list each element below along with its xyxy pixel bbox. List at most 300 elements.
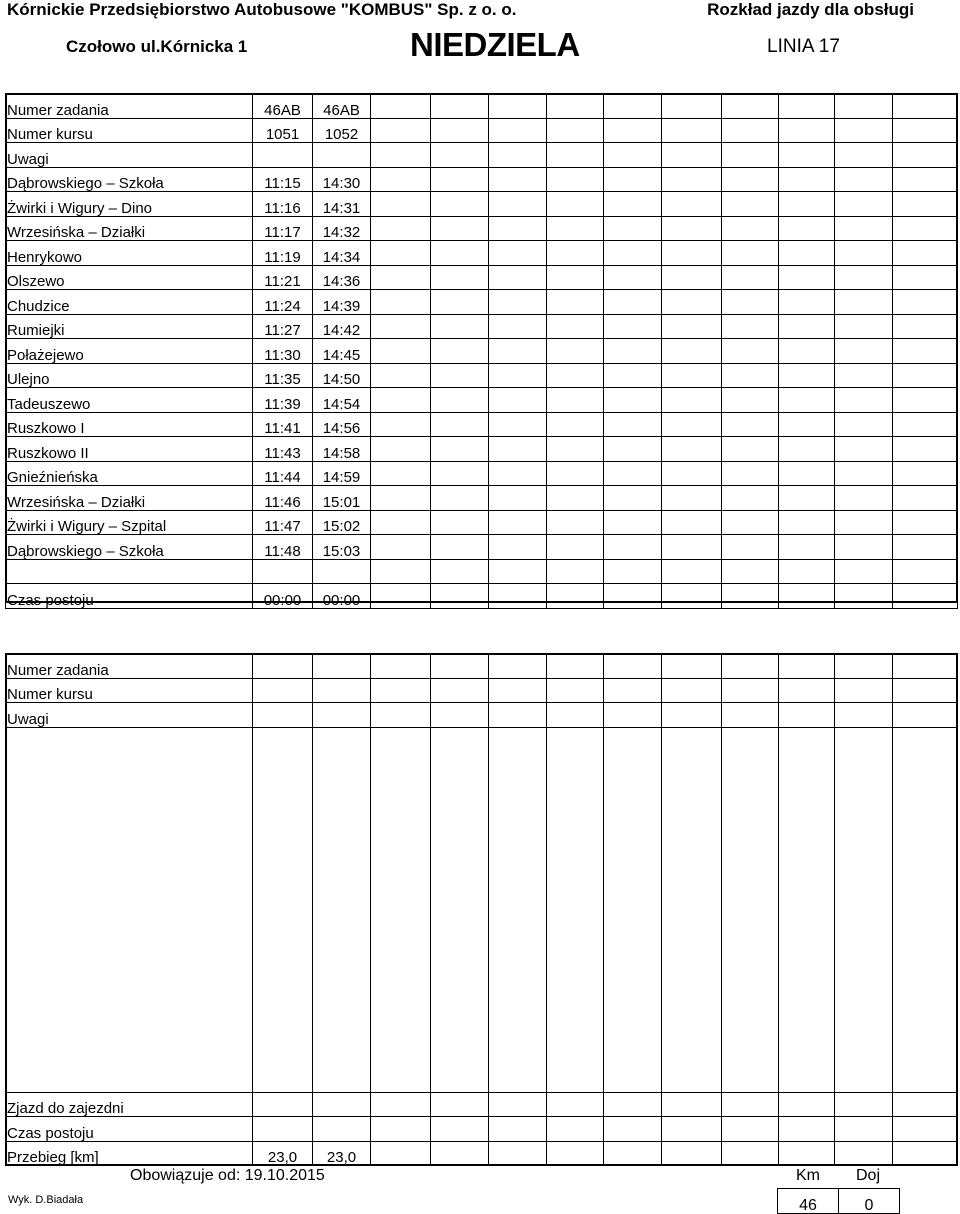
empty-cell [722, 535, 779, 560]
empty-cell [489, 584, 547, 609]
empty-cell [371, 94, 431, 119]
depot-row-label: Zjazd do zajezdni [6, 1092, 253, 1117]
line-number: LINIA 17 [767, 36, 840, 57]
stop-row [6, 216, 958, 241]
empty-cell [313, 143, 371, 168]
empty-cell [779, 167, 835, 192]
empty-cell [431, 339, 489, 364]
empty-cell [722, 314, 779, 339]
stop-time-row [6, 584, 958, 609]
blank-area-row-label [6, 727, 253, 1092]
empty-cell [604, 265, 662, 290]
empty-cell [547, 241, 604, 266]
stop-row-value: 14:59 [313, 461, 371, 486]
stop-row-value: 11:21 [253, 265, 313, 290]
empty-cell [835, 678, 893, 703]
stop-row [6, 412, 958, 437]
empty-cell [313, 559, 371, 584]
empty-cell [431, 388, 489, 413]
empty-cell [662, 314, 722, 339]
empty-cell [835, 1117, 893, 1142]
empty-cell [835, 192, 893, 217]
empty-cell [779, 678, 835, 703]
empty-cell [662, 1117, 722, 1142]
empty-cell [604, 143, 662, 168]
empty-cell [604, 412, 662, 437]
empty-cell [835, 486, 893, 511]
empty-cell [489, 437, 547, 462]
empty-cell [779, 654, 835, 679]
empty-cell [722, 678, 779, 703]
empty-cell [431, 678, 489, 703]
stop-row [6, 339, 958, 364]
empty-cell [893, 461, 958, 486]
empty-cell [722, 1092, 779, 1117]
day-title: NIEDZIELA [410, 26, 580, 63]
empty-cell [722, 265, 779, 290]
empty-cell [371, 678, 431, 703]
stop-row-value: 11:19 [253, 241, 313, 266]
empty-cell [371, 241, 431, 266]
empty-cell [547, 290, 604, 315]
course-row [6, 678, 958, 703]
empty-cell [835, 118, 893, 143]
empty-cell [779, 265, 835, 290]
empty-cell [371, 559, 431, 584]
notes-row-label: Uwagi [6, 143, 253, 168]
stop-row-label: Połażejewo [6, 339, 253, 364]
valid-from: Obowiązuje od: 19.10.2015 [130, 1167, 325, 1184]
stop-row [6, 363, 958, 388]
stop-time-row-value: 00:00 [313, 584, 371, 609]
empty-cell [835, 1092, 893, 1117]
empty-cell [431, 118, 489, 143]
empty-cell [431, 412, 489, 437]
stop-row [6, 437, 958, 462]
empty-cell [371, 118, 431, 143]
empty-cell [604, 216, 662, 241]
empty-cell [547, 94, 604, 119]
empty-cell [371, 412, 431, 437]
empty-cell [547, 339, 604, 364]
empty-cell [722, 118, 779, 143]
course-row [6, 118, 958, 143]
stop-row-value: 11:44 [253, 461, 313, 486]
empty-cell [489, 486, 547, 511]
empty-cell [835, 290, 893, 315]
empty-cell [547, 437, 604, 462]
empty-cell [893, 314, 958, 339]
empty-cell [604, 118, 662, 143]
empty-cell [547, 314, 604, 339]
stop-row-value: 14:58 [313, 437, 371, 462]
empty-cell [253, 143, 313, 168]
empty-cell [662, 654, 722, 679]
empty-cell [722, 486, 779, 511]
course-row-value: 1052 [313, 118, 371, 143]
empty-cell [547, 192, 604, 217]
stop-row-value: 14:34 [313, 241, 371, 266]
empty-cell [893, 192, 958, 217]
empty-cell [431, 1141, 489, 1166]
stop-row-label: Dąbrowskiego – Szkoła [6, 167, 253, 192]
empty-cell [313, 727, 371, 1092]
empty-cell [893, 388, 958, 413]
empty-cell [893, 339, 958, 364]
empty-cell [779, 510, 835, 535]
empty-cell [313, 1117, 371, 1142]
empty-cell [431, 192, 489, 217]
empty-cell [893, 1141, 958, 1166]
empty-cell [662, 535, 722, 560]
empty-cell [431, 290, 489, 315]
course-row-label: Numer kursu [6, 678, 253, 703]
stop-row-value: 11:43 [253, 437, 313, 462]
blank-area-row [6, 727, 958, 1092]
course-row-label: Numer kursu [6, 118, 253, 143]
empty-cell [431, 314, 489, 339]
stop-row [6, 510, 958, 535]
stop-row-value: 11:48 [253, 535, 313, 560]
empty-cell [722, 727, 779, 1092]
empty-cell [662, 727, 722, 1092]
empty-cell [489, 216, 547, 241]
empty-cell [893, 584, 958, 609]
empty-cell [779, 1092, 835, 1117]
empty-cell [779, 118, 835, 143]
empty-cell [489, 167, 547, 192]
empty-cell [722, 94, 779, 119]
stop-row-value: 15:03 [313, 535, 371, 560]
empty-cell [547, 1141, 604, 1166]
empty-cell [604, 559, 662, 584]
stop-time-row [6, 1117, 958, 1142]
notes-row-label: Uwagi [6, 703, 253, 728]
empty-cell [431, 486, 489, 511]
empty-cell [779, 290, 835, 315]
empty-cell [835, 241, 893, 266]
empty-cell [893, 167, 958, 192]
author: Wyk. D.Biadała [8, 1194, 84, 1206]
empty-cell [722, 1141, 779, 1166]
empty-cell [489, 94, 547, 119]
empty-cell [722, 192, 779, 217]
empty-cell [547, 412, 604, 437]
empty-cell [662, 703, 722, 728]
empty-cell [893, 94, 958, 119]
empty-cell [371, 1141, 431, 1166]
empty-cell [662, 143, 722, 168]
stop-row-label: Ulejno [6, 363, 253, 388]
empty-cell [779, 486, 835, 511]
empty-cell [662, 412, 722, 437]
empty-cell [371, 437, 431, 462]
empty-cell [893, 118, 958, 143]
empty-cell [893, 654, 958, 679]
empty-cell [604, 703, 662, 728]
empty-cell [893, 290, 958, 315]
distance-row-value: 23,0 [313, 1141, 371, 1166]
empty-cell [371, 339, 431, 364]
empty-cell [371, 143, 431, 168]
empty-cell [604, 486, 662, 511]
empty-cell [431, 363, 489, 388]
empty-cell [489, 143, 547, 168]
stop-row-value: 15:01 [313, 486, 371, 511]
empty-cell [779, 192, 835, 217]
empty-cell [662, 94, 722, 119]
stop-row-label: Dąbrowskiego – Szkoła [6, 535, 253, 560]
empty-cell [431, 535, 489, 560]
empty-cell [547, 510, 604, 535]
empty-cell [313, 703, 371, 728]
empty-cell [431, 216, 489, 241]
empty-cell [489, 1092, 547, 1117]
stop-row [6, 535, 958, 560]
empty-cell [431, 94, 489, 119]
empty-cell [893, 535, 958, 560]
empty-cell [604, 363, 662, 388]
stop-row-value: 14:31 [313, 192, 371, 217]
empty-cell [779, 437, 835, 462]
empty-cell [893, 510, 958, 535]
empty-cell [547, 1092, 604, 1117]
stop-row [6, 167, 958, 192]
empty-cell [431, 461, 489, 486]
empty-cell [604, 290, 662, 315]
km-value: 46 [778, 1189, 839, 1214]
empty-cell [371, 703, 431, 728]
distance-row-value: 23,0 [253, 1141, 313, 1166]
empty-cell [779, 535, 835, 560]
empty-cell [371, 1092, 431, 1117]
stop-row [6, 290, 958, 315]
empty-cell [489, 290, 547, 315]
depot-row [6, 1092, 958, 1117]
empty-cell [893, 486, 958, 511]
empty-cell [547, 216, 604, 241]
empty-cell [253, 1117, 313, 1142]
empty-cell [489, 314, 547, 339]
empty-cell [722, 290, 779, 315]
empty-cell [604, 584, 662, 609]
empty-cell [662, 216, 722, 241]
empty-cell [835, 167, 893, 192]
empty-cell [835, 339, 893, 364]
empty-cell [547, 584, 604, 609]
stop-time-row-value: 00:00 [253, 584, 313, 609]
stop-row-label: Chudzice [6, 290, 253, 315]
task-row-value: 46AB [253, 94, 313, 119]
empty-cell [835, 412, 893, 437]
empty-cell [604, 388, 662, 413]
empty-cell [893, 143, 958, 168]
empty-cell [431, 510, 489, 535]
stop-row-value: 15:02 [313, 510, 371, 535]
task-row [6, 654, 958, 679]
stop-row-value: 11:39 [253, 388, 313, 413]
empty-cell [835, 1141, 893, 1166]
empty-cell [547, 363, 604, 388]
empty-cell [779, 314, 835, 339]
empty-cell [835, 703, 893, 728]
empty-cell [662, 363, 722, 388]
empty-cell [604, 678, 662, 703]
empty-cell [253, 703, 313, 728]
empty-cell [662, 486, 722, 511]
empty-cell [893, 559, 958, 584]
empty-cell [835, 363, 893, 388]
empty-cell [662, 510, 722, 535]
empty-cell [604, 1141, 662, 1166]
empty-cell [371, 192, 431, 217]
empty-cell [604, 654, 662, 679]
stop-row-value: 14:45 [313, 339, 371, 364]
empty-cell [547, 703, 604, 728]
stop-time-row-label: Czas postoju [6, 584, 253, 609]
empty-cell [431, 265, 489, 290]
empty-cell [835, 265, 893, 290]
stop-row-value: 11:30 [253, 339, 313, 364]
schedule-table-1 [5, 93, 958, 609]
empty-cell [779, 1141, 835, 1166]
empty-cell [835, 510, 893, 535]
empty-cell [835, 94, 893, 119]
stop-row-value: 11:47 [253, 510, 313, 535]
stop-row-label: Ruszkowo I [6, 412, 253, 437]
empty-cell [313, 1092, 371, 1117]
empty-cell [835, 437, 893, 462]
empty-cell [662, 265, 722, 290]
empty-cell [722, 1117, 779, 1142]
stop-time-row-label: Czas postoju [6, 1117, 253, 1142]
empty-cell [431, 167, 489, 192]
empty-cell [489, 461, 547, 486]
empty-cell [835, 314, 893, 339]
stop-row [6, 241, 958, 266]
stop-row-value: 11:24 [253, 290, 313, 315]
empty-cell [604, 314, 662, 339]
empty-cell [662, 388, 722, 413]
document-title: Rozkład jazdy dla obsługi [707, 0, 914, 19]
empty-cell [489, 363, 547, 388]
empty-cell [371, 654, 431, 679]
stop-row [6, 486, 958, 511]
empty-cell [835, 388, 893, 413]
empty-cell [779, 241, 835, 266]
empty-cell [371, 167, 431, 192]
empty-cell [313, 678, 371, 703]
stop-row-value: 14:32 [313, 216, 371, 241]
stop-row-value: 14:42 [313, 314, 371, 339]
summary-table [777, 1188, 900, 1214]
km-label: Km [796, 1167, 820, 1184]
empty-cell [371, 216, 431, 241]
empty-cell [779, 363, 835, 388]
empty-cell [313, 654, 371, 679]
empty-cell [835, 584, 893, 609]
stop-row-label: Gnieźnieńska [6, 461, 253, 486]
empty-cell [662, 437, 722, 462]
empty-cell [371, 727, 431, 1092]
empty-cell [489, 412, 547, 437]
empty-cell [431, 1117, 489, 1142]
empty-cell [547, 678, 604, 703]
empty-cell [835, 461, 893, 486]
stop-row-label: Żwirki i Wigury – Dino [6, 192, 253, 217]
spacer-row [6, 559, 958, 584]
empty-cell [489, 654, 547, 679]
empty-cell [835, 727, 893, 1092]
empty-cell [604, 510, 662, 535]
empty-cell [371, 510, 431, 535]
empty-cell [662, 678, 722, 703]
empty-cell [371, 290, 431, 315]
distance-row [6, 1141, 958, 1166]
empty-cell [779, 94, 835, 119]
empty-cell [371, 363, 431, 388]
empty-cell [431, 654, 489, 679]
empty-cell [547, 461, 604, 486]
empty-cell [893, 1092, 958, 1117]
empty-cell [489, 510, 547, 535]
empty-cell [835, 535, 893, 560]
empty-cell [835, 559, 893, 584]
empty-cell [371, 461, 431, 486]
spacer-row-label [6, 559, 253, 584]
empty-cell [893, 412, 958, 437]
empty-cell [604, 167, 662, 192]
empty-cell [779, 559, 835, 584]
empty-cell [722, 167, 779, 192]
empty-cell [371, 535, 431, 560]
stop-row-value: 14:39 [313, 290, 371, 315]
empty-cell [893, 703, 958, 728]
empty-cell [779, 412, 835, 437]
stop-row-label: Wrzesińska – Działki [6, 486, 253, 511]
stop-row-value: 11:17 [253, 216, 313, 241]
stop-row [6, 192, 958, 217]
empty-cell [835, 654, 893, 679]
empty-cell [604, 437, 662, 462]
empty-cell [722, 216, 779, 241]
empty-cell [722, 461, 779, 486]
empty-cell [547, 486, 604, 511]
empty-cell [662, 339, 722, 364]
stop-row-value: 14:50 [313, 363, 371, 388]
empty-cell [604, 1092, 662, 1117]
empty-cell [371, 486, 431, 511]
empty-cell [662, 241, 722, 266]
empty-cell [547, 265, 604, 290]
empty-cell [253, 559, 313, 584]
empty-cell [489, 703, 547, 728]
stop-row [6, 314, 958, 339]
empty-cell [547, 654, 604, 679]
empty-cell [489, 265, 547, 290]
empty-cell [547, 727, 604, 1092]
empty-cell [662, 1141, 722, 1166]
empty-cell [893, 678, 958, 703]
stop-row [6, 265, 958, 290]
empty-cell [779, 216, 835, 241]
empty-cell [547, 535, 604, 560]
empty-cell [489, 339, 547, 364]
empty-cell [662, 1092, 722, 1117]
doj-value: 0 [839, 1189, 900, 1214]
stop-row [6, 461, 958, 486]
empty-cell [431, 1092, 489, 1117]
